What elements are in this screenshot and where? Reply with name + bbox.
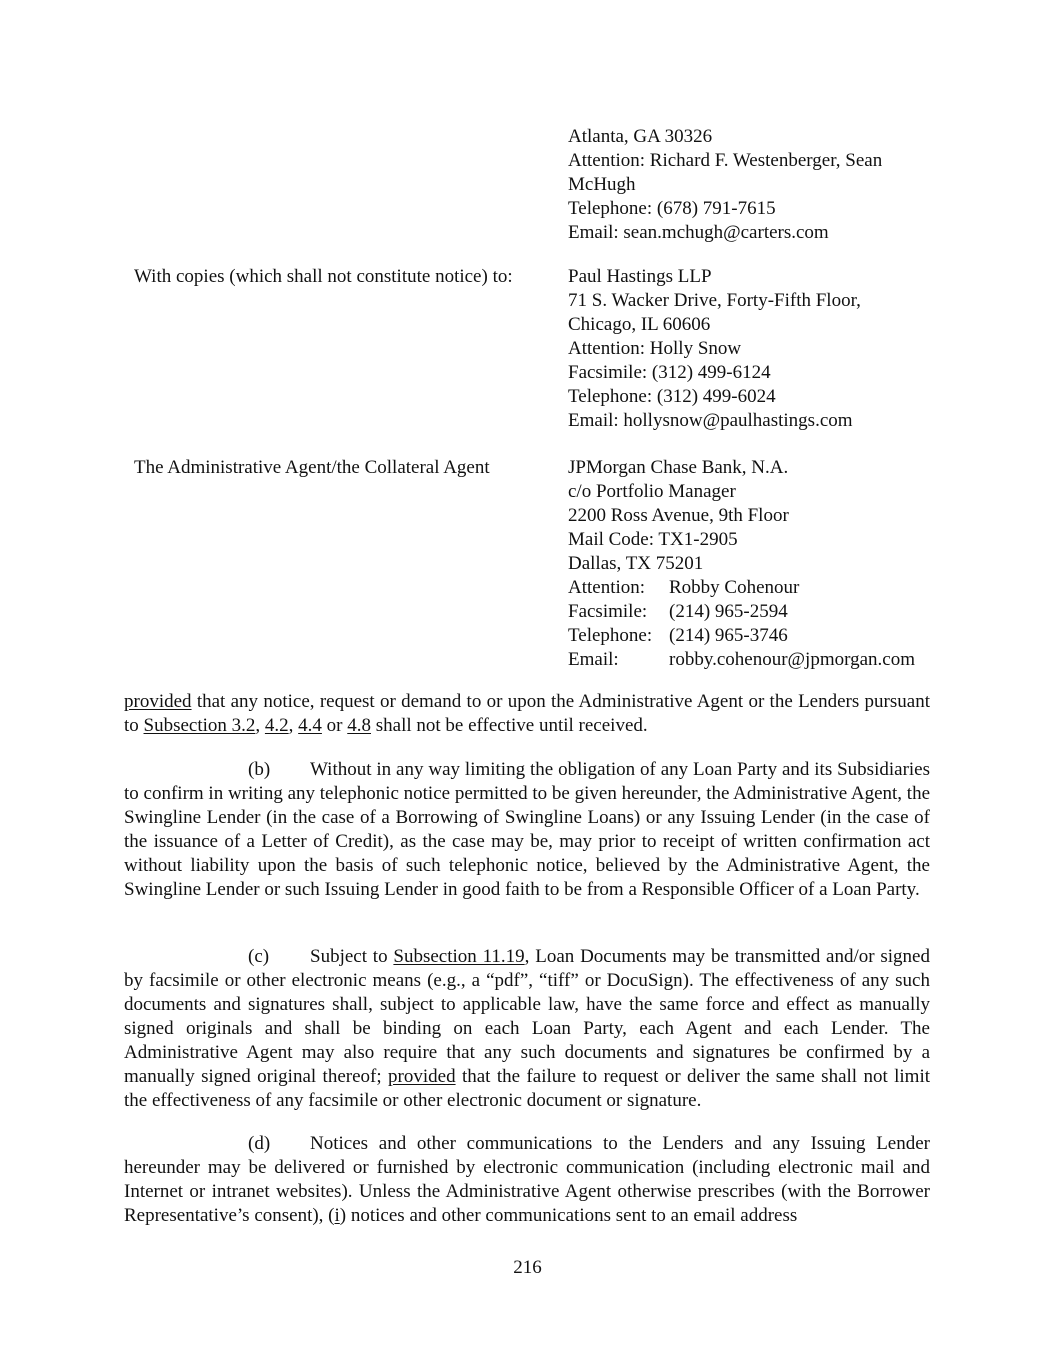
- address-line: Atlanta, GA 30326: [568, 126, 713, 147]
- contact-row: [568, 648, 948, 672]
- paragraph-b: [124, 758, 930, 902]
- contact-value: robby.cohenour@jpmorgan.com: [669, 649, 915, 670]
- contact-key: Facsimile:: [568, 601, 648, 622]
- address-line: Attention: Holly Snow: [568, 338, 742, 359]
- provided-term: provided: [388, 1066, 456, 1087]
- paragraph-d: [124, 1132, 930, 1228]
- paragraph-number: (d): [248, 1133, 271, 1154]
- proviso-text: that any notice, request or demand to or upon the Administrative Agent or the Lenders pursuant to: [124, 691, 930, 736]
- address-line: c/o Portfolio Manager: [568, 481, 736, 502]
- agent-address-block: [568, 456, 948, 672]
- address-line: Dallas, TX 75201: [568, 553, 704, 574]
- agent-label: The Administrative Agent/the Collateral Agent: [134, 457, 490, 478]
- item-marker: i: [334, 1205, 340, 1226]
- provided-term: provided: [124, 691, 192, 712]
- separator: ,: [255, 715, 265, 736]
- address-line: Email: sean.mchugh@carters.com: [568, 222, 829, 243]
- address-line: Chicago, IL 60606: [568, 314, 711, 335]
- address-line: Email: hollysnow@paulhastings.com: [568, 410, 853, 431]
- page-number: 216: [513, 1257, 542, 1278]
- subsection-ref: 4.8: [347, 715, 371, 736]
- subsection-ref: Subsection 3.2: [143, 715, 256, 736]
- copies-label: With copies (which shall not constitute notice) to:: [134, 266, 513, 287]
- contact-key: Email:: [568, 649, 619, 670]
- separator: or: [321, 715, 348, 736]
- address-line: JPMorgan Chase Bank, N.A.: [568, 457, 789, 478]
- borrower-address-block: [568, 125, 948, 245]
- address-line: Paul Hastings LLP: [568, 266, 712, 287]
- subsection-ref: 4.4: [298, 715, 322, 736]
- paragraph-text: Notices and other communications to the Lenders and any Issuing Lender hereunder may be delivered or furnished by electronic communication (including electronic mail and Internet or intranet websites). Unless the Administrative Agent otherwise prescribes (with the Borrower Representative’s consent), (: [124, 1133, 930, 1226]
- paragraph-number: (b): [248, 759, 271, 780]
- address-line: Mail Code: TX1-2905: [568, 529, 738, 550]
- address-line: Attention: Richard F. Westenberger, Sean McHugh: [568, 150, 883, 195]
- address-line: Telephone: (312) 499-6024: [568, 386, 776, 407]
- proviso-paragraph: [124, 690, 930, 738]
- contact-row: [568, 624, 948, 648]
- proviso-text: shall not be effective until received.: [371, 715, 648, 736]
- contact-value: Robby Cohenour: [669, 577, 800, 598]
- contact-row: [568, 576, 948, 600]
- paragraph-text: ) notices and other communications sent to an email address: [339, 1205, 798, 1226]
- address-line: 71 S. Wacker Drive, Forty-Fifth Floor,: [568, 290, 861, 311]
- copies-address-block: [568, 265, 948, 433]
- separator: ,: [288, 715, 299, 736]
- paragraph-text: Subject to: [310, 946, 394, 967]
- paragraph-text: , Loan Documents may be transmitted and/or signed by facsimile or other electronic means (e.g., a “pdf”, “tiff” or DocuSign). The effectiveness of any such documents and signatures shall, subject to applicable law, have the same force and effect as manually signed originals and shall be binding on each Loan Party, each Agent and each Lender. The Administrative Agent may also require that any such documents and signatures be confirmed by a manually signed original thereof;: [124, 946, 930, 1087]
- contact-key: Attention:: [568, 577, 646, 598]
- paragraph-number: (c): [248, 946, 270, 967]
- subsection-ref: Subsection 11.19: [393, 946, 525, 967]
- contact-key: Telephone:: [568, 625, 653, 646]
- contact-row: [568, 600, 948, 624]
- paragraph-text: Without in any way limiting the obligation of any Loan Party and its Subsidiaries to confirm in writing any telephonic notice permitted to be given hereunder, the Administrative Agent, the Swingline Lender (in the case of a Borrowing of Swingline Loans) or any Issuing Lender (in the case of the issuance of a Letter of Credit), as the case may be, may prior to receipt of written confirmation act without liability upon the basis of such telephonic notice, believed by the Administrative Agent, the Swingline Lender or such Issuing Lender in good faith to be from a Responsible Officer of a Loan Party.: [124, 759, 930, 900]
- contact-value: (214) 965-3746: [669, 625, 788, 646]
- contact-value: (214) 965-2594: [669, 601, 788, 622]
- address-line: Telephone: (678) 791-7615: [568, 198, 776, 219]
- address-line: Facsimile: (312) 499-6124: [568, 362, 771, 383]
- paragraph-text: that the failure to request or deliver the same shall not limit the effectiveness of any facsimile or other electronic document or signature.: [124, 1066, 931, 1111]
- paragraph-c: [124, 945, 930, 1113]
- subsection-ref: 4.2: [264, 715, 289, 736]
- address-line: 2200 Ross Avenue, 9th Floor: [568, 505, 789, 526]
